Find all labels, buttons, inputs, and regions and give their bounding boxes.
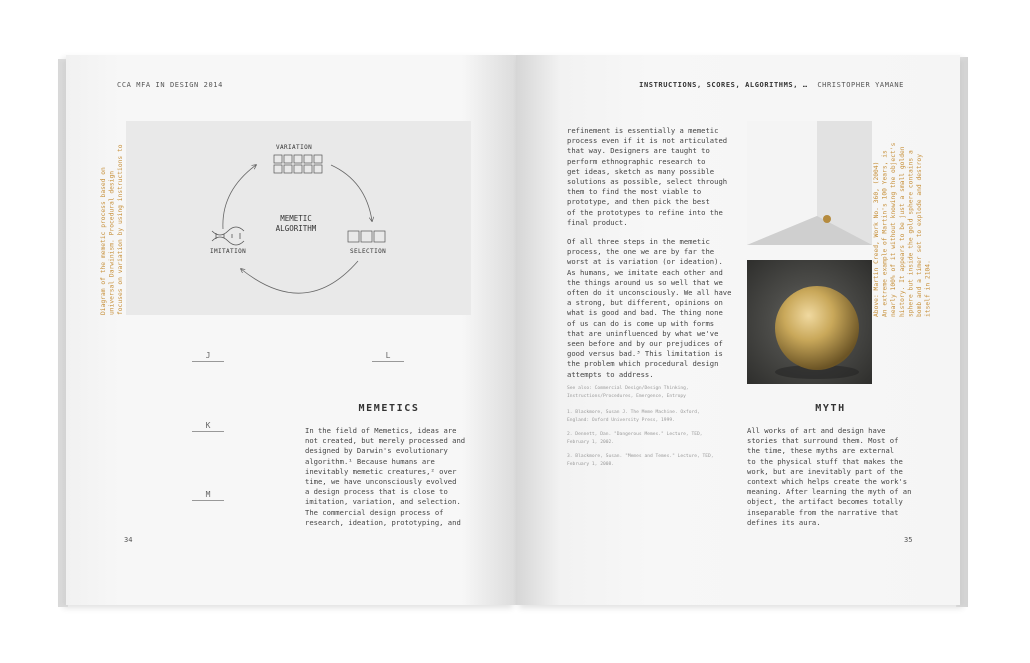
imitation-label: IMITATION [210,248,247,255]
right-page [516,55,960,605]
gallery-room-photo [747,121,872,245]
marker-l: L [372,351,404,362]
left-page-number: 34 [124,536,133,544]
variation-paragraph: Of all three steps in the memetic process, the one we are by far the worst at is variation (or ideation). As humans, we imitate each other and the things around us so well that we often do it unconsciously. We all have a strong, but different, opinions on what is good and bad. The thing none of us can do is come up with forms that are uninfluenced by what we've seen before and by our prejudices of good versus bad.³ This limitation is the problem which procedural design attempts to address. [567,237,732,379]
diagram-caption: Diagram of the memetic process based on universal Darwinism. Procedural design focuses on variation by using instructions to [100,144,125,315]
cycle-arc-bottom [241,261,358,293]
open-book [58,55,968,608]
author-name: CHRISTOPHER YAMANE [817,81,904,89]
right-running-header [639,81,904,89]
footnotes [567,409,737,469]
cycle-arc-top-right [331,165,372,221]
photo-caption: Above: Martin Creed, Work No. 360, (2004) An extreme example of Martin's 100 Years, is nearly 100% of it without knowing the object's history. It appears to be just a small golden sphere but inside the gold sphere contains a bomb and a timer set to explode and destroy itself in 2104. [873,142,932,317]
left-page [66,55,516,605]
footnote-2: 2. Dennett, Dan. "Dangerous Memes." Lecture, TED, February 1, 2002. [567,432,703,445]
left-running-header: CCA MFA IN DESIGN 2014 [117,81,223,89]
variation-grid-icon [274,155,322,173]
memetics-heading: MEMETICS [358,403,420,414]
imitation-dna-icon [212,227,244,245]
footnote-3: 3. Blackmore, Susan. "Memes and Temes." Lecture, TED, February 1, 2008. [567,454,714,467]
memetic-diagram [126,121,471,315]
algorithm-label: MEMETIC ALGORITHM [275,214,317,233]
see-also: See also: Commercial Design/Design Thinking, Instructions/Procedures, Emergence, Entropy [567,386,689,399]
myth-body: All works of art and design have stories that surround them. Most of the time, these myths are external to the physical stuff that makes the work, but are inevitably part of the context which helps create the work's meaning. After learning the myth of an object, the artifact becomes totally inseparable from the narrative that defines its aura. [747,426,912,527]
marker-k: K [192,421,224,432]
selection-label: SELECTION [350,248,387,255]
memetics-body: In the field of Memetics, ideas are not created, but merely processed and designed by Darwin's evolutionary algorithm.¹ Because humans are inevitably memetic creatures,² over time, we have unconsciously evolved a design process that is close to imitation, variation, and selection. The commercial design process of research, ideation, prototyping, and [305,426,466,527]
myth-heading: MYTH [815,403,846,414]
marker-m: M [192,490,224,501]
marker-j: J [192,351,224,362]
gold-sphere-photo [747,260,872,384]
right-page-number: 35 [904,536,913,544]
cycle-arc-left [223,165,256,229]
refinement-paragraph: refinement is essentially a memetic process even if it is not articulated that way. Designers are taught to perform ethnographic research to get ideas, sketch as many possible solutions as possible, select through them to find the most viable to prototype, and then pick the best of the prototypes to refine into the final product. [567,126,728,227]
chapter-title: INSTRUCTIONS, SCORES, ALGORITHMS, … [639,81,808,89]
variation-label: VARIATION [276,144,313,151]
footnote-1: 1. Blackmore, Susan J. The Meme Machine. Oxford, England: Oxford University Press, 1999. [567,410,700,423]
selection-boxes-icon [348,231,385,242]
